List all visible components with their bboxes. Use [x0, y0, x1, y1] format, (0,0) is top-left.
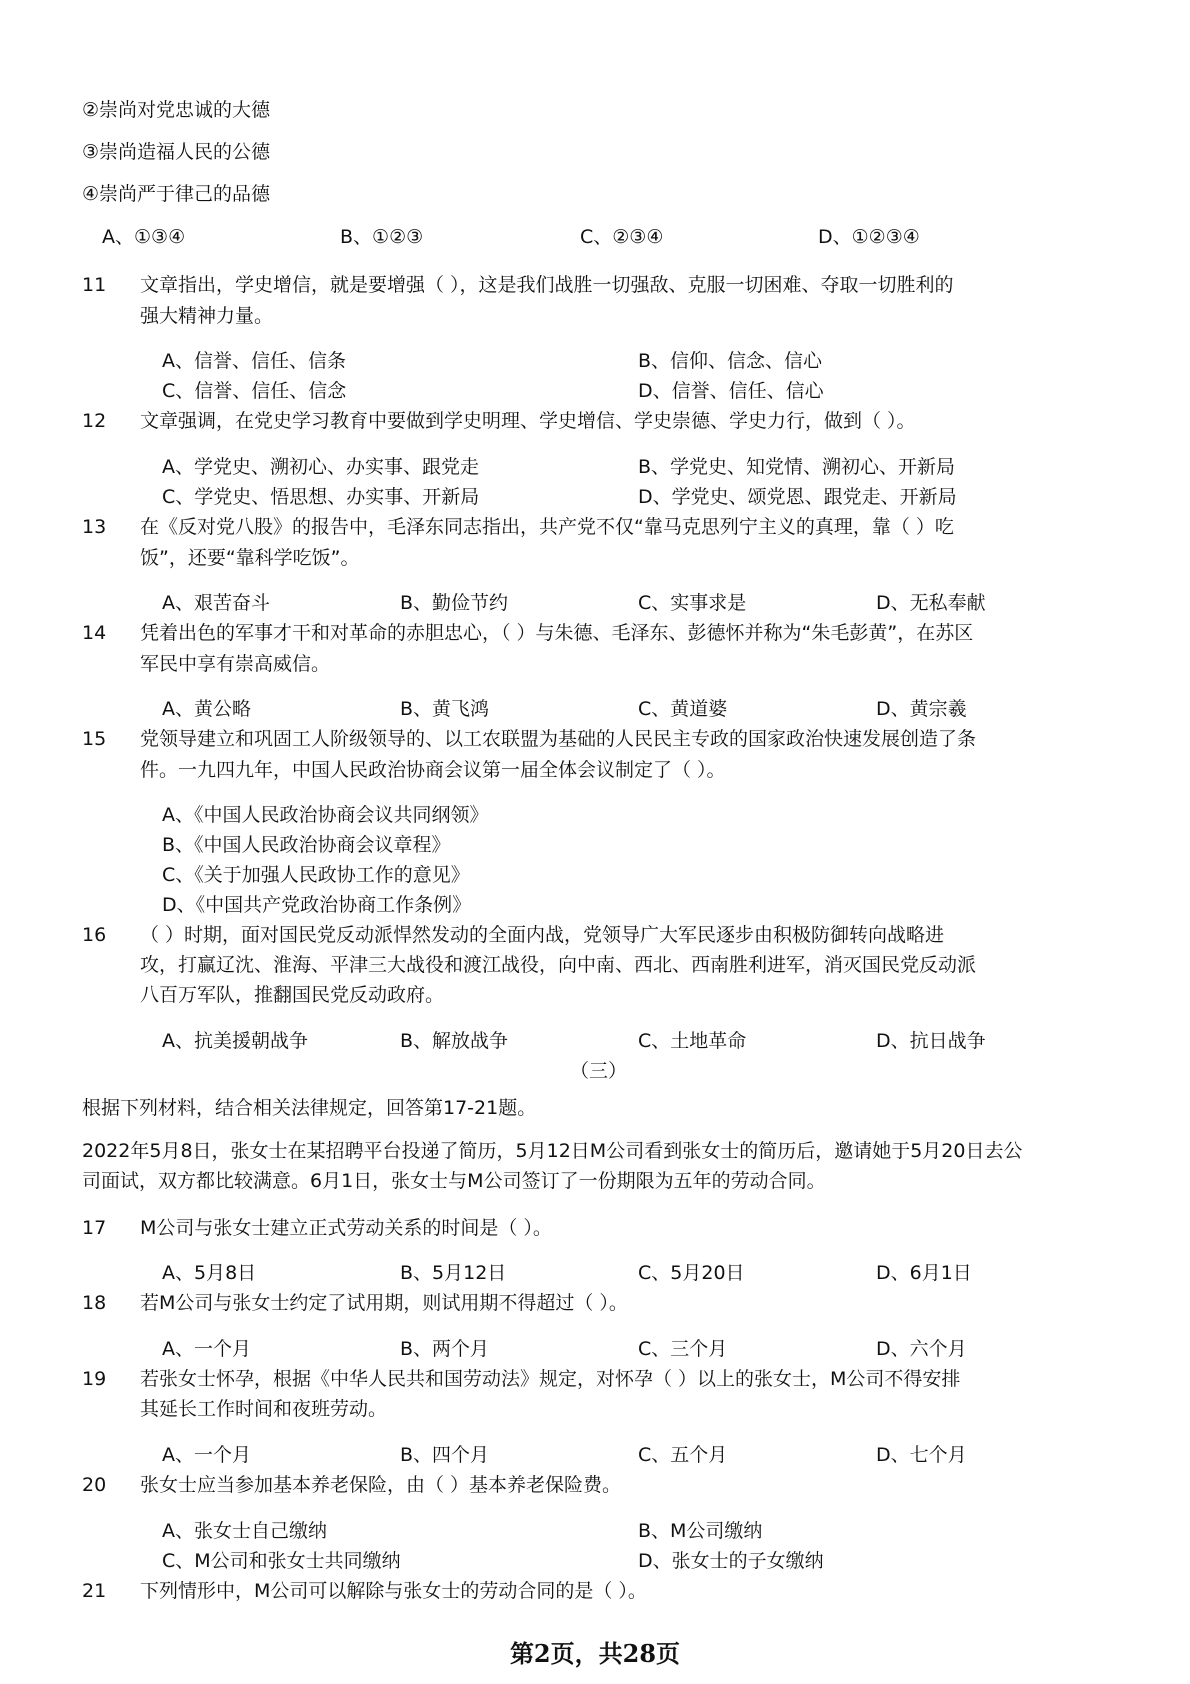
option-d: D、①②③④ [818, 226, 920, 248]
option-d: D、学党史、颂党恩、跟党走、开新局 [638, 486, 957, 508]
question-text: 攻，打赢辽沈、淮海、平津三大战役和渡江战役，向中南、西北、西南胜利进军，消灭国民党反动派 [140, 954, 977, 976]
option-c: C、土地革命 [638, 1030, 747, 1052]
option-b: B、《中国人民政治协商会议章程》 [162, 834, 451, 856]
question-number: 13 [82, 516, 107, 538]
question-number: 14 [82, 622, 107, 644]
option-c: C、②③④ [580, 226, 664, 248]
option-a: A、黄公略 [162, 698, 251, 720]
option-c: C、三个月 [638, 1338, 728, 1360]
option-c: C、《关于加强人民政协工作的意见》 [162, 864, 470, 886]
option-c: C、黄道婆 [638, 698, 728, 720]
option-b: B、①②③ [340, 226, 424, 248]
option-d: D、七个月 [876, 1444, 967, 1466]
option-b: B、信仰、信念、信心 [638, 350, 823, 372]
list-item: ③崇尚造福人民的公德 [82, 141, 271, 163]
option-a: A、抗美援朝战争 [162, 1030, 308, 1052]
question-text: 张女士应当参加基本养老保险，由（ ）基本养老保险费。 [140, 1474, 622, 1496]
option-d: D、张女士的子女缴纳 [638, 1550, 824, 1572]
question-number: 16 [82, 924, 107, 946]
question-text: 党领导建立和巩固工人阶级领导的、以工农联盟为基础的人民民主专政的国家政治快速发展创造了条 [140, 728, 977, 750]
question-text: M公司与张女士建立正式劳动关系的时间是（ ）。 [140, 1217, 552, 1239]
question-text: 军民中享有崇高威信。 [140, 653, 331, 675]
option-b: B、四个月 [400, 1444, 490, 1466]
material-text: 司面试，双方都比较满意。6月1日，张女士与M公司签订了一份期限为五年的劳动合同。 [82, 1170, 826, 1192]
option-a: A、一个月 [162, 1338, 251, 1360]
question-text: 饭”，还要“靠科学吃饭”。 [140, 547, 360, 569]
option-d: D、无私奉献 [876, 592, 986, 614]
option-a: A、信誉、信任、信条 [162, 350, 346, 372]
question-number: 15 [82, 728, 107, 750]
question-number: 17 [82, 1217, 107, 1239]
section-intro: 根据下列材料，结合相关法律规定，回答第17-21题。 [82, 1097, 537, 1119]
question-text: 其延长工作时间和夜班劳动。 [140, 1398, 388, 1420]
question-text: 凭着出色的军事才干和对革命的赤胆忠心，（ ）与朱德、毛泽东、彭德怀并称为“朱毛彭黄”，在苏区 [140, 622, 974, 644]
option-c: C、信誉、信任、信念 [162, 380, 347, 402]
question-number: 21 [82, 1580, 107, 1602]
option-d: D、《中国共产党政治协商工作条例》 [162, 894, 472, 916]
option-a: A、一个月 [162, 1444, 251, 1466]
option-d: D、六个月 [876, 1338, 967, 1360]
option-c: C、学党史、悟思想、办实事、开新局 [162, 486, 480, 508]
question-text: 件。一九四九年，中国人民政治协商会议第一届全体会议制定了（ ）。 [140, 759, 726, 781]
option-b: B、两个月 [400, 1338, 490, 1360]
question-text: 强大精神力量。 [140, 305, 274, 327]
option-d: D、黄宗羲 [876, 698, 967, 720]
question-number: 11 [82, 274, 107, 296]
question-number: 12 [82, 410, 107, 432]
option-a: A、学党史、溯初心、办实事、跟党走 [162, 456, 479, 478]
option-c: C、实事求是 [638, 592, 747, 614]
option-a: A、张女士自己缴纳 [162, 1520, 327, 1542]
question-text: 文章强调，在党史学习教育中要做到学史明理、学史增信、学史崇德、学史力行，做到（ ）。 [140, 410, 916, 432]
option-c: C、五个月 [638, 1444, 728, 1466]
option-d: D、6月1日 [876, 1262, 972, 1284]
option-a: A、①③④ [102, 226, 186, 248]
option-b: B、解放战争 [400, 1030, 509, 1052]
question-number: 20 [82, 1474, 107, 1496]
list-item: ④崇尚严于律己的品德 [82, 183, 271, 205]
question-text: 若M公司与张女士约定了试用期，则试用期不得超过（ ）。 [140, 1292, 628, 1314]
question-number: 18 [82, 1292, 107, 1314]
option-d: D、信誉、信任、信心 [638, 380, 824, 402]
option-c: C、5月20日 [638, 1262, 745, 1284]
question-text: 文章指出，学史增信，就是要增强（ ），这是我们战胜一切强敌、克服一切困难、夺取一切胜利的 [140, 274, 954, 296]
section-title: （三） [570, 1060, 628, 1082]
question-text: （ ）时期，面对国民党反动派悍然发动的全面内战，党领导广大军民逐步由积极防御转向战略进 [140, 924, 945, 946]
list-item: ②崇尚对党忠诚的大德 [82, 99, 271, 121]
question-text: 若张女士怀孕，根据《中华人民共和国劳动法》规定，对怀孕（ ）以上的张女士，M公司不得安排 [140, 1368, 961, 1390]
question-number: 19 [82, 1368, 107, 1390]
option-b: B、学党史、知党情、溯初心、开新局 [638, 456, 956, 478]
page-footer: 第2页，共28页 [509, 1639, 681, 1668]
option-c: C、M公司和张女士共同缴纳 [162, 1550, 401, 1572]
option-a: A、艰苦奋斗 [162, 592, 270, 614]
option-a: A、5月8日 [162, 1262, 257, 1284]
option-a: A、《中国人民政治协商会议共同纲领》 [162, 804, 489, 826]
material-text: 2022年5月8日，张女士在某招聘平台投递了简历，5月12日M公司看到张女士的简历后，邀请她于5月20日去公 [82, 1140, 1023, 1162]
option-b: B、黄飞鸿 [400, 698, 490, 720]
option-b: B、5月12日 [400, 1262, 507, 1284]
option-d: D、抗日战争 [876, 1030, 986, 1052]
option-b: B、M公司缴纳 [638, 1520, 763, 1542]
option-b: B、勤俭节约 [400, 592, 509, 614]
question-text: 在《反对党八股》的报告中，毛泽东同志指出，共产党不仅“靠马克思列宁主义的真理，靠（ ）吃 [140, 516, 954, 538]
question-text: 下列情形中，M公司可以解除与张女士的劳动合同的是（ ）。 [140, 1580, 647, 1602]
question-text: 八百万军队，推翻国民党反动政府。 [140, 984, 445, 1006]
